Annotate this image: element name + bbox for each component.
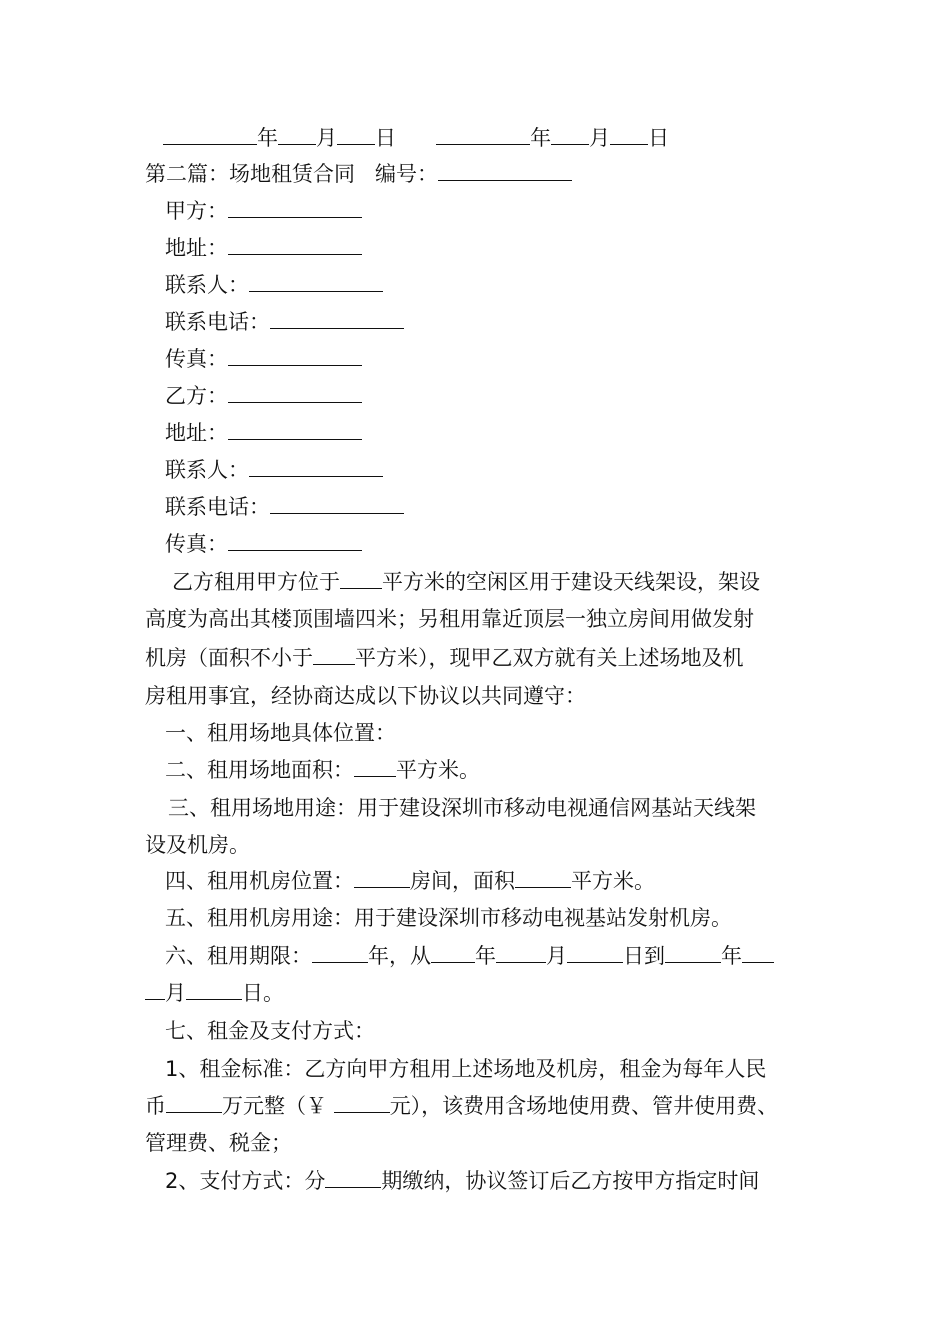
fill-in-blank bbox=[431, 938, 475, 963]
line-text: 月 bbox=[165, 981, 186, 1005]
fill-in-blank bbox=[334, 1088, 390, 1113]
line-text: 元），该费用含场地使用费、管井使用费、 bbox=[389, 1094, 779, 1118]
line-text: 三、租用场地用途：用于建设深圳市移动电视通信网基站天线架 bbox=[168, 796, 756, 820]
line-text: 1、租金标准：乙方向甲方租用上述场地及机房，租金为每年人民 bbox=[165, 1057, 767, 1081]
fill-in-blank bbox=[610, 120, 648, 145]
line-text: 年 bbox=[475, 944, 496, 968]
line-text: 六、租用期限： bbox=[165, 944, 312, 968]
fill-in-blank bbox=[228, 230, 362, 255]
fill-in-blank bbox=[228, 526, 362, 551]
text-line bbox=[145, 975, 284, 1012]
fill-in-blank bbox=[496, 938, 546, 963]
line-text: 平方米的空闲区用于建设天线架设，架设 bbox=[382, 570, 760, 594]
text-line bbox=[165, 715, 396, 752]
line-text: 甲方： bbox=[165, 199, 228, 223]
fill-in-blank bbox=[515, 863, 571, 888]
text-line bbox=[145, 827, 250, 864]
line-text: 联系人： bbox=[165, 273, 249, 297]
text-line bbox=[165, 304, 404, 341]
line-text: 联系人： bbox=[165, 458, 249, 482]
fill-in-blank bbox=[228, 378, 362, 403]
fill-in-blank bbox=[228, 415, 362, 440]
text-line bbox=[165, 267, 383, 304]
line-text: 四、租用机房位置： bbox=[165, 869, 354, 893]
text-line bbox=[165, 452, 383, 489]
fill-in-blank bbox=[325, 1163, 381, 1188]
fill-in-blank bbox=[228, 193, 362, 218]
fill-in-blank bbox=[166, 1088, 222, 1113]
text-line bbox=[165, 863, 655, 900]
text-line bbox=[145, 1125, 292, 1162]
text-line bbox=[165, 193, 362, 230]
line-text: 日到 bbox=[623, 944, 665, 968]
fill-in-blank bbox=[145, 975, 165, 1000]
text-line bbox=[165, 526, 362, 563]
line-text: 房租用事宜，经协商达成以下协议以共同遵守： bbox=[145, 684, 586, 708]
line-text: 一、租用场地具体位置： bbox=[165, 721, 396, 745]
line-text: 房间，面积 bbox=[410, 869, 515, 893]
line-text: 第二篇：场地租赁合同 编号： bbox=[145, 162, 439, 186]
text-line bbox=[165, 1013, 375, 1050]
line-text: 联系电话： bbox=[165, 495, 270, 519]
line-text: 高度为高出其楼顶围墙四米；另租用靠近顶层一独立房间用做发射 bbox=[145, 607, 754, 631]
line-text: 平方米。 bbox=[571, 869, 655, 893]
line-text: 二、租用场地面积： bbox=[165, 758, 354, 782]
line-text: 年 bbox=[257, 126, 278, 150]
text-line bbox=[165, 900, 732, 937]
fill-in-blank bbox=[186, 975, 242, 1000]
fill-in-blank bbox=[312, 938, 368, 963]
fill-in-blank bbox=[567, 938, 623, 963]
line-text: 日 bbox=[648, 126, 670, 150]
line-text: 五、租用机房用途：用于建设深圳市移动电视基站发射机房。 bbox=[165, 906, 732, 930]
line-text: 地址： bbox=[165, 236, 228, 260]
fill-in-blank bbox=[665, 938, 721, 963]
line-text: 日 bbox=[375, 126, 437, 150]
line-text: 年 bbox=[530, 126, 552, 150]
line-text: 机房（面积不小于 bbox=[145, 646, 313, 670]
text-line bbox=[165, 489, 404, 526]
fill-in-blank bbox=[249, 452, 383, 477]
fill-in-blank bbox=[313, 640, 355, 665]
line-text: 月 bbox=[316, 126, 337, 150]
line-text: 月 bbox=[546, 944, 567, 968]
fill-in-blank bbox=[340, 564, 382, 589]
fill-in-blank bbox=[163, 120, 257, 145]
fill-in-blank bbox=[742, 938, 774, 963]
line-text: 七、租金及支付方式： bbox=[165, 1019, 375, 1043]
text-line bbox=[165, 230, 362, 267]
fill-in-blank bbox=[228, 341, 362, 366]
text-line bbox=[145, 601, 754, 638]
fill-in-blank bbox=[270, 304, 404, 329]
fill-in-blank bbox=[270, 489, 404, 514]
line-text: 万元整（￥ bbox=[222, 1094, 334, 1118]
line-text: 设及机房。 bbox=[145, 833, 250, 857]
line-text: 管理费、税金； bbox=[145, 1131, 292, 1155]
line-text: 乙方： bbox=[165, 384, 228, 408]
text-line bbox=[165, 938, 774, 975]
line-text: 平方米），现甲乙双方就有关上述场地及机 bbox=[355, 646, 744, 670]
text-line bbox=[172, 564, 760, 601]
line-text: 乙方租用甲方位于 bbox=[172, 570, 340, 594]
line-text: 地址： bbox=[165, 421, 228, 445]
fill-in-blank bbox=[551, 120, 589, 145]
text-line bbox=[165, 1051, 766, 1088]
line-text: 联系电话： bbox=[165, 310, 270, 334]
fill-in-blank bbox=[249, 267, 383, 292]
text-line bbox=[145, 1088, 778, 1125]
text-line bbox=[165, 341, 362, 378]
text-line bbox=[145, 640, 744, 677]
text-line bbox=[168, 790, 756, 827]
text-line bbox=[165, 752, 480, 789]
line-text: 传真： bbox=[165, 532, 228, 556]
line-text: 年 bbox=[721, 944, 742, 968]
text-line bbox=[165, 378, 362, 415]
line-text: 币 bbox=[145, 1094, 166, 1118]
text-line bbox=[165, 1163, 759, 1200]
fill-in-blank bbox=[337, 120, 375, 145]
fill-in-blank bbox=[354, 752, 396, 777]
fill-in-blank bbox=[278, 120, 316, 145]
text-line bbox=[145, 678, 586, 715]
line-text: 平方米。 bbox=[396, 758, 480, 782]
fill-in-blank bbox=[438, 156, 572, 181]
line-text: 日。 bbox=[242, 981, 284, 1005]
line-text: 2、支付方式：分 bbox=[165, 1169, 326, 1193]
line-text: 年，从 bbox=[368, 944, 431, 968]
text-line bbox=[165, 415, 362, 452]
fill-in-blank bbox=[436, 120, 530, 145]
line-text: 月 bbox=[589, 126, 611, 150]
line-text: 期缴纳，协议签订后乙方按甲方指定时间 bbox=[381, 1169, 760, 1193]
text-line bbox=[163, 120, 669, 157]
fill-in-blank bbox=[354, 863, 410, 888]
line-text: 传真： bbox=[165, 347, 228, 371]
text-line bbox=[145, 156, 572, 193]
